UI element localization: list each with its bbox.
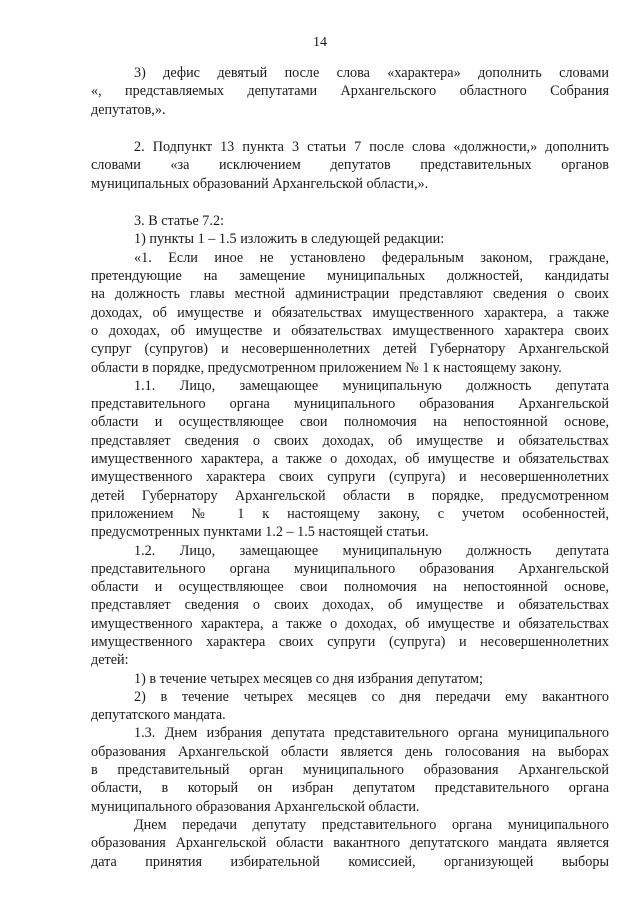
paragraph-point-1 xyxy=(91,249,609,377)
text-line: доходах, об имуществе и обязательствах имущественного характера, а также xyxy=(91,304,609,321)
text-line: «1. Если иное не установлено федеральным законом, граждане, xyxy=(134,249,609,266)
paragraph-item-2 xyxy=(91,138,609,193)
paragraph-point-1-2 xyxy=(91,542,609,670)
text-line: детей: xyxy=(91,652,129,669)
text-line: 1.2. Лицо, замещающее муниципальную должность депутата xyxy=(134,542,609,559)
text-line: области в порядке, предусмотренном приложением № 1 к настоящему закону. xyxy=(91,359,562,376)
text-line: депутатского мандата. xyxy=(91,707,226,724)
paragraph-dash-ninth xyxy=(91,64,609,119)
paragraph-point-1-3 xyxy=(91,724,609,815)
text-line: супруг (супругов) и несовершеннолетних детей Губернатору Архангельской xyxy=(91,341,609,358)
text-line: претендующие на замещение муниципальных должностей, кандидаты xyxy=(91,268,609,285)
text-line: области, в который он избран депутатом представительного органа xyxy=(91,780,609,797)
text-line: имущественного характера, а также о доходах, об имуществе и обязательствах xyxy=(91,451,609,468)
text-line: депутатов,». xyxy=(91,101,166,118)
text-line: о доходах, об имуществе и обязательствах имущественного характера своих xyxy=(91,322,609,339)
text-line: 1) пункты 1 – 1.5 изложить в следующей редакции: xyxy=(134,231,445,248)
text-line: представляет сведения о своих доходах, об имуществе и обязательствах xyxy=(91,597,609,614)
text-line: 1.1. Лицо, замещающее муниципальную должность депутата xyxy=(134,377,609,394)
paragraph-gap xyxy=(91,119,609,138)
paragraph-subpoint-1 xyxy=(91,670,609,688)
text-line: 3) дефис девятый после слова «характера» дополнить словами xyxy=(134,65,609,81)
text-line: имущественного характера своих супруги (супруга) и несовершеннолетних xyxy=(91,633,609,650)
text-line: 2) в течение четырех месяцев со дня передачи ему вакантного xyxy=(134,688,609,705)
text-line: словами «за исключением депутатов представительных органов xyxy=(91,157,609,174)
document-body xyxy=(91,64,609,871)
paragraph-point-1-1 xyxy=(91,377,609,542)
text-line: представительного органа муниципального образования Архангельской xyxy=(91,560,609,577)
text-line: 2. Подпункт 13 пункта 3 статьи 7 после слова «должности,» дополнить xyxy=(134,139,609,156)
text-line: 1.3. Днем избрания депутата представительного органа муниципального xyxy=(134,725,609,742)
text-line: Днем передачи депутату представительного органа муниципального xyxy=(134,816,609,833)
text-line: детей Губернатору Архангельской области в порядке, предусмотренном xyxy=(91,487,609,504)
text-line: на должность главы местной администрации представляют сведения о своих xyxy=(91,286,609,303)
text-line: имущественного характера, а также о доходах, об имуществе и обязательствах xyxy=(91,615,609,632)
text-line: предусмотренных пунктами 1.2 – 1.5 настоящей статьи. xyxy=(91,524,429,541)
text-line: муниципальных образований Архангельской области,». xyxy=(91,175,429,192)
text-line: приложением № 1 к настоящему закону, с учетом особенностей, xyxy=(91,505,609,522)
page-number: 14 xyxy=(313,35,327,50)
paragraph-item-3-heading xyxy=(91,212,609,230)
text-line: в представительный орган муниципального образования Архангельской xyxy=(91,762,609,779)
text-line: образования Архангельской области является день голосования на выборах xyxy=(91,743,609,760)
text-line: представляет сведения о своих доходах, об имуществе и обязательствах xyxy=(91,432,609,449)
paragraph-gap xyxy=(91,193,609,212)
text-line: области и осуществляющее свои полномочия на непостоянной основе, xyxy=(91,579,609,596)
text-line: области и осуществляющее свои полномочия на непостоянной основе, xyxy=(91,414,609,431)
paragraph-mandate-transfer-day xyxy=(91,816,609,871)
text-line: муниципального образования Архангельской области. xyxy=(91,798,420,815)
text-line: 3. В статье 7.2: xyxy=(134,213,224,230)
text-line: 1) в течение четырех месяцев со дня избрания депутатом; xyxy=(134,670,483,687)
text-line: имущественного характера своих супруги (супруга) и несовершеннолетних xyxy=(91,469,609,486)
text-line: образования Архангельской области вакантного депутатского мандата является xyxy=(91,835,609,852)
paragraph-subitem-1 xyxy=(91,230,609,248)
paragraph-subpoint-2 xyxy=(91,688,609,725)
text-line: дата принятия избирательной комиссией, организующей выборы xyxy=(91,853,609,870)
text-line: представительного органа муниципального образования Архангельской xyxy=(91,396,609,413)
text-line: «, представляемых депутатами Архангельского областного Собрания xyxy=(91,83,609,100)
